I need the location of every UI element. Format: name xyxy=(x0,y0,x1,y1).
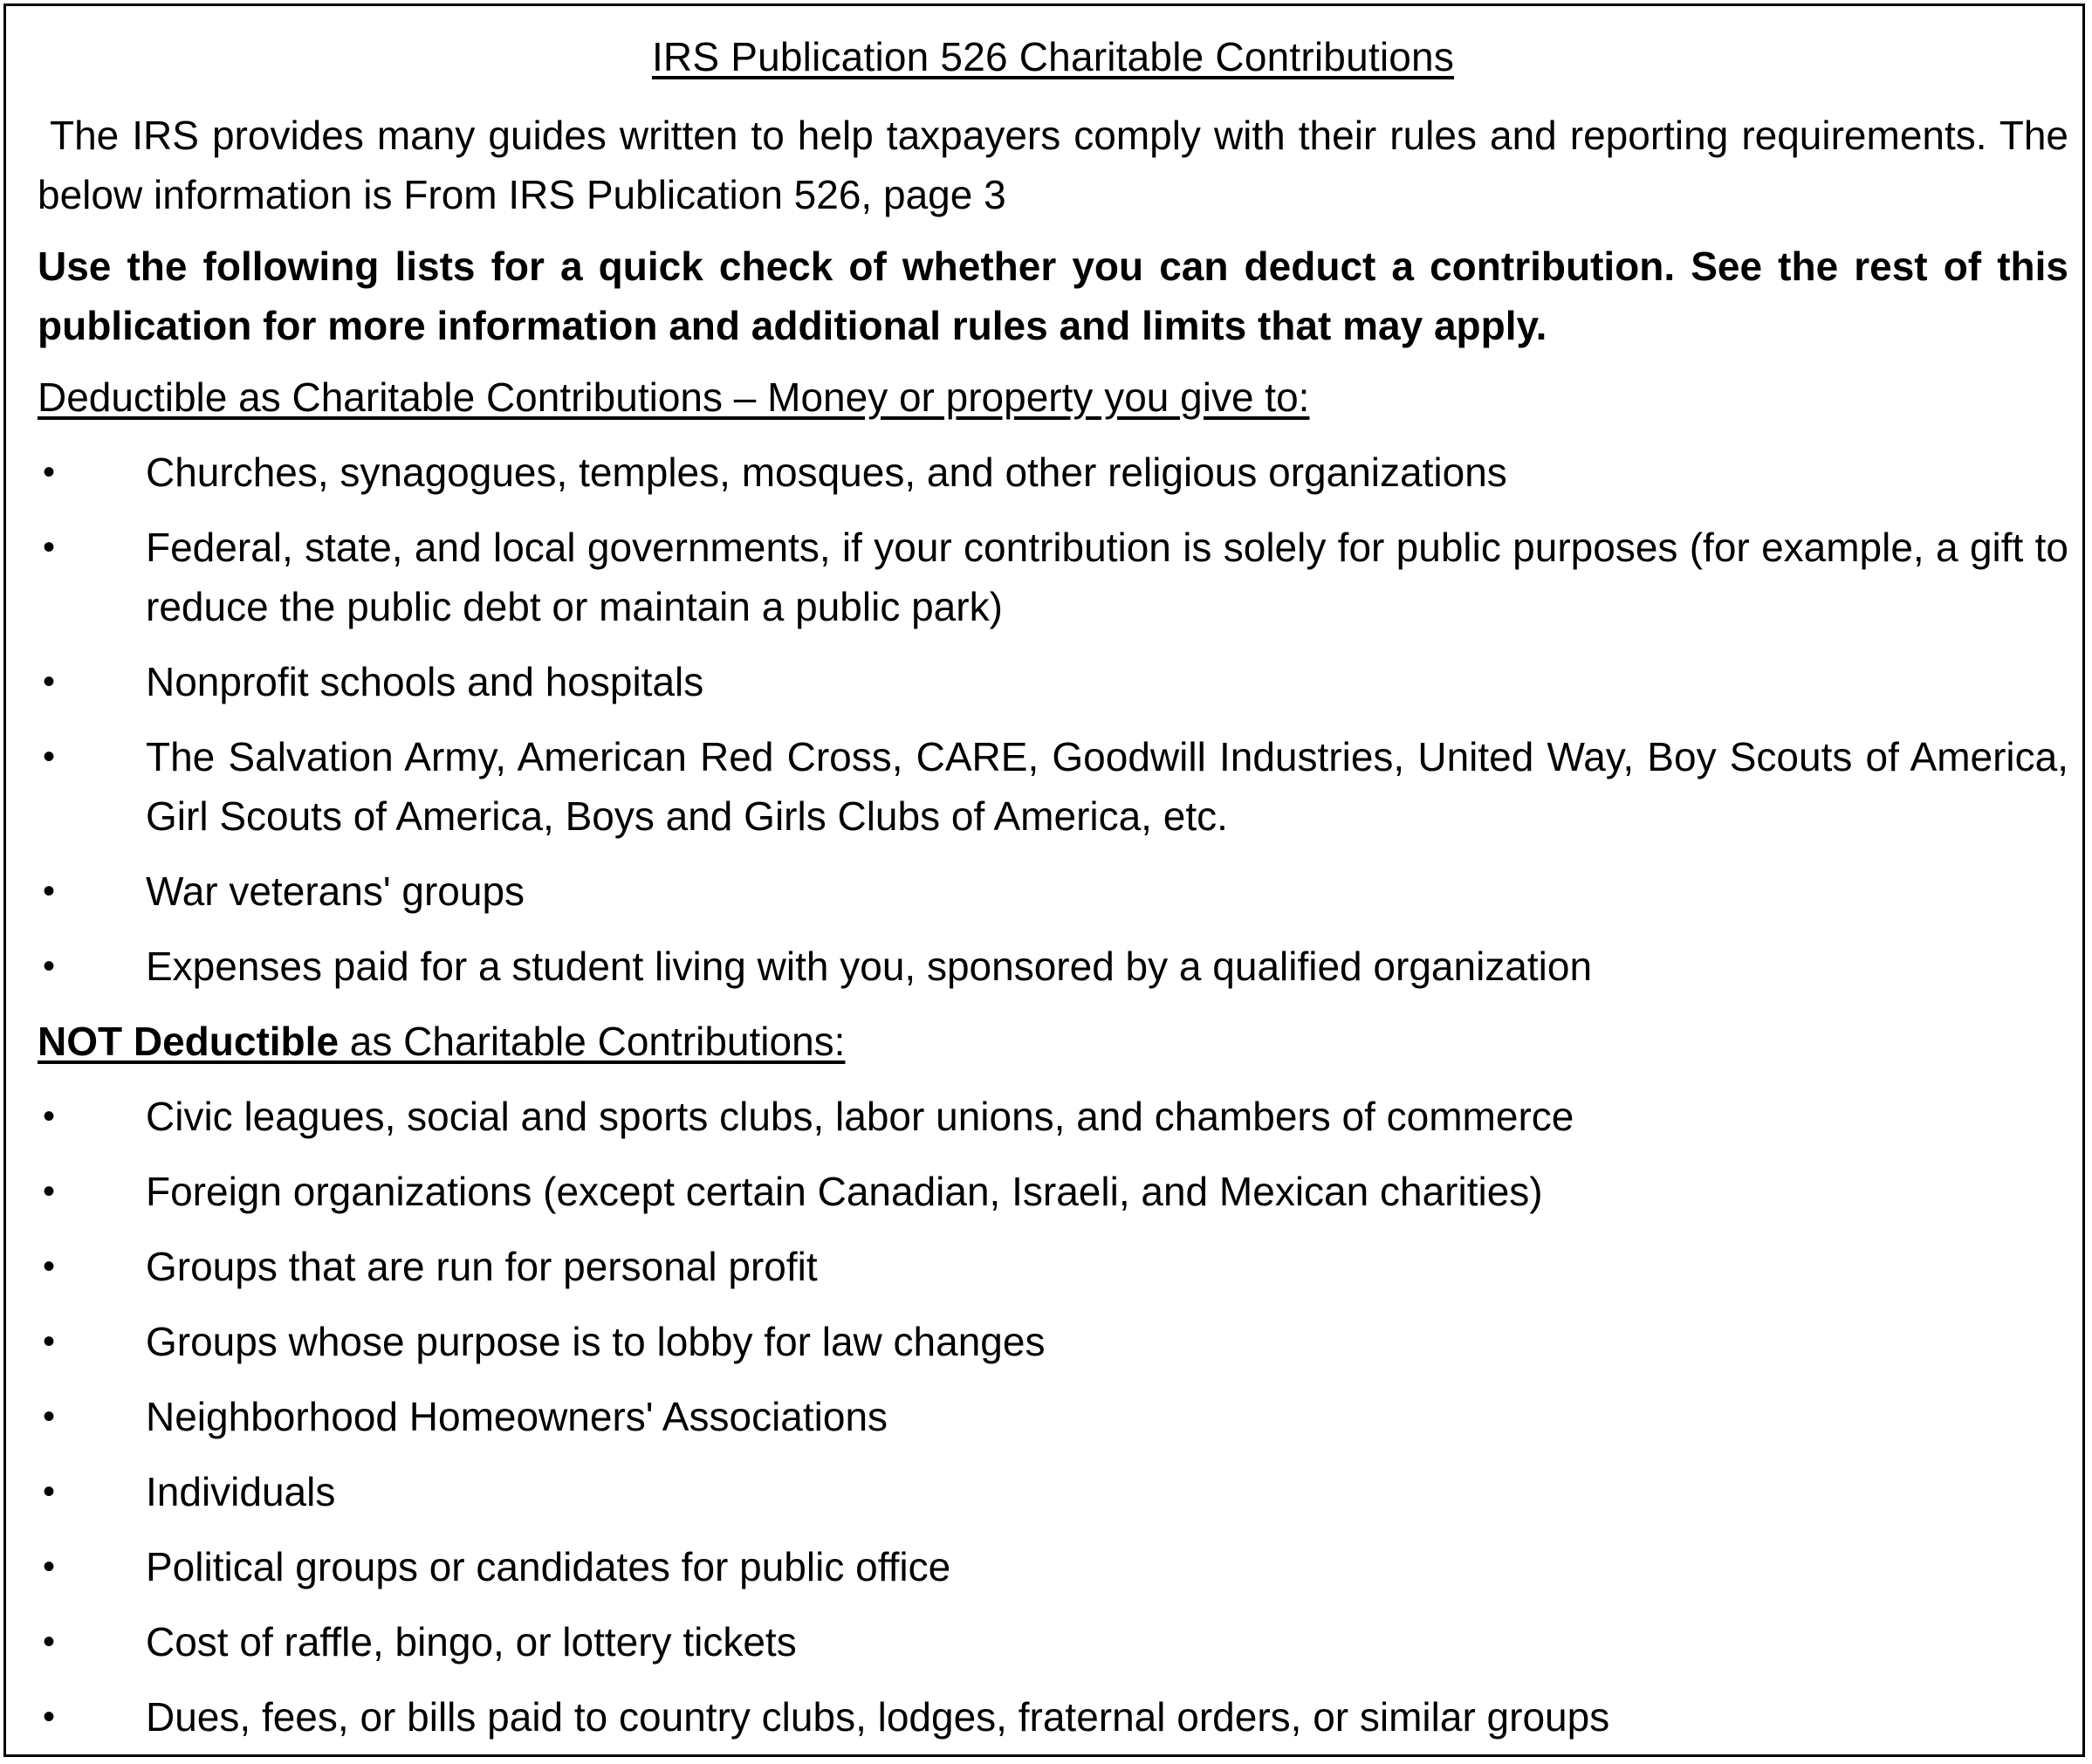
bullet-icon: • xyxy=(43,872,56,910)
intro-paragraph: The IRS provides many guides written to help taxpayers comply with their rules and reporting requirements. The below information is From IRS Publication 526, page 3 xyxy=(38,113,2068,217)
not-deductible-heading-bold: NOT Deductible xyxy=(38,1019,340,1064)
list-item xyxy=(38,1387,2068,1446)
list-item-text: War veterans' groups xyxy=(146,868,525,914)
deductible-list xyxy=(38,443,2068,996)
bullet-icon: • xyxy=(43,1623,56,1661)
document-frame xyxy=(3,3,2085,1757)
list-item-text: Individuals xyxy=(146,1469,336,1514)
bullet-icon: • xyxy=(43,1172,56,1211)
list-item xyxy=(38,1312,2068,1371)
not-deductible-heading xyxy=(38,1012,2068,1071)
list-item xyxy=(38,861,2068,921)
list-item xyxy=(38,1462,2068,1521)
bullet-icon: • xyxy=(43,947,56,985)
list-item xyxy=(38,1612,2068,1671)
list-item xyxy=(38,1687,2068,1747)
list-item xyxy=(38,1537,2068,1596)
list-item-text: Churches, synagogues, temples, mosques, and other religious organizations xyxy=(146,450,1507,495)
list-item-text: Nonprofit schools and hospitals xyxy=(146,659,704,704)
not-deductible-list xyxy=(38,1087,2068,1747)
bullet-icon: • xyxy=(43,738,56,776)
list-item xyxy=(38,937,2068,996)
not-deductible-heading-rest: as Charitable Contributions: xyxy=(339,1019,846,1064)
bullet-icon: • xyxy=(43,1548,56,1586)
list-item-text: Groups whose purpose is to lobby for law changes xyxy=(146,1319,1046,1364)
list-item-text: Civic leagues, social and sports clubs, labor unions, and chambers of commerce xyxy=(146,1094,1574,1139)
bullet-icon: • xyxy=(43,1247,56,1286)
list-item xyxy=(38,1237,2068,1296)
list-item-text: Federal, state, and local governments, if your contribution is solely for public purposes (for example, a gift to reduce the public debt or maintain a public park) xyxy=(146,525,2068,629)
list-item-text: Political groups or candidates for public office xyxy=(146,1544,951,1589)
list-item-text: Foreign organizations (except certain Canadian, Israeli, and Mexican charities) xyxy=(146,1169,1543,1214)
bullet-icon: • xyxy=(43,1322,56,1361)
bullet-icon: • xyxy=(43,1097,56,1136)
document-content xyxy=(38,32,2068,1762)
bullet-icon: • xyxy=(43,1698,56,1736)
list-item xyxy=(38,727,2068,846)
instruction-paragraph: Use the following lists for a quick check of whether you can deduct a contribution. See the rest of this publication for more information and additional rules and limits that may apply. xyxy=(38,244,2068,348)
deductible-heading: Deductible as Charitable Contributions – Money or property you give to: xyxy=(38,374,1310,420)
bullet-icon: • xyxy=(43,453,56,491)
list-item-text: Groups that are run for personal profit xyxy=(146,1244,818,1289)
list-item-text: Neighborhood Homeowners' Associations xyxy=(146,1394,888,1439)
list-item xyxy=(38,518,2068,636)
list-item-text: Cost of raffle, bingo, or lottery tickets xyxy=(146,1619,797,1664)
list-item-text: Expenses paid for a student living with you, sponsored by a qualified organization xyxy=(146,944,1593,989)
bullet-icon: • xyxy=(43,662,56,701)
list-item xyxy=(38,652,2068,711)
list-item xyxy=(38,1162,2068,1221)
bullet-icon: • xyxy=(43,1397,56,1436)
list-item xyxy=(38,1087,2068,1146)
bullet-icon: • xyxy=(43,528,56,566)
bullet-icon: • xyxy=(43,1472,56,1511)
document-title: IRS Publication 526 Charitable Contributions xyxy=(651,34,1455,79)
list-item-text: Dues, fees, or bills paid to country clubs, lodges, fraternal orders, or similar groups xyxy=(146,1694,1610,1740)
list-item xyxy=(38,443,2068,502)
list-item-text: The Salvation Army, American Red Cross, CARE, Goodwill Industries, United Way, Boy Scouts of America, Girl Scouts of America, Boys and Girls Clubs of America, etc. xyxy=(146,734,2068,839)
